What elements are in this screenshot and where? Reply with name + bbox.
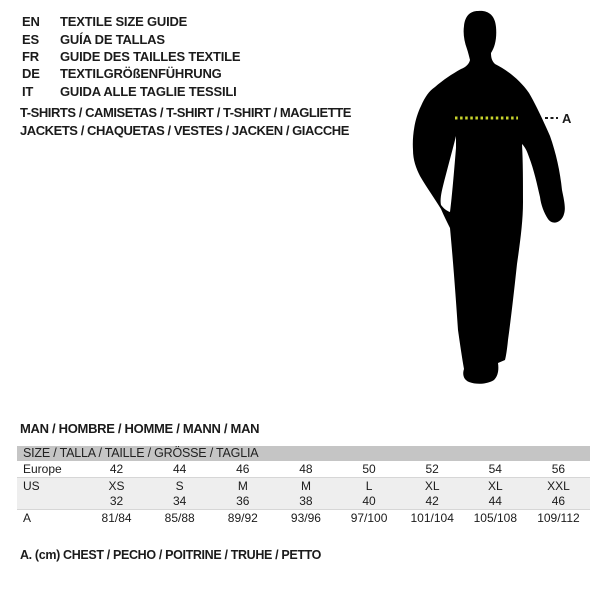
- language-code: FR: [22, 48, 39, 64]
- table-cell: XS: [108, 479, 125, 493]
- table-cell: XXL: [547, 479, 570, 493]
- table-cell: 105/108: [473, 511, 517, 525]
- row-values: [85, 461, 590, 477]
- table-cell: 42: [109, 462, 124, 476]
- table-cell: XL: [487, 479, 503, 493]
- size-table: [17, 446, 590, 525]
- table-row-us: [17, 477, 590, 493]
- language-code: DE: [22, 66, 40, 82]
- table-cell: 93/96: [290, 511, 321, 525]
- table-cell: 44: [173, 462, 187, 476]
- size-table-header: SIZE / TALLA / TAILLE / GRÖSSE / TAGLIA: [17, 446, 590, 461]
- man-silhouette: [413, 11, 565, 384]
- category-jackets: JACKETS / CHAQUETAS / VESTES / JACKEN / GIACCHE: [20, 122, 349, 138]
- language-label: TEXTILGRÖßENFÜHRUNG: [60, 66, 222, 82]
- language-label: TEXTILE SIZE GUIDE: [60, 14, 188, 30]
- row-label: US: [23, 479, 40, 493]
- table-cell: L: [365, 479, 373, 493]
- category-tshirts: T-SHIRTS / CAMISETAS / T-SHIRT / T-SHIRT / MAGLIETTE: [20, 105, 351, 120]
- table-cell: 40: [362, 494, 376, 508]
- table-row-europe: [17, 461, 590, 477]
- row-values: [85, 493, 590, 509]
- table-cell: M: [300, 479, 311, 493]
- table-cell: 46: [236, 462, 250, 476]
- table-cell: 97/100: [350, 511, 388, 525]
- language-label: GUIDE DES TAILLES TEXTILE: [60, 48, 241, 64]
- table-cell: 48: [299, 462, 313, 476]
- table-cell: 85/88: [164, 511, 195, 525]
- table-cell: S: [175, 479, 184, 493]
- table-cell: 34: [173, 494, 187, 508]
- table-cell: 109/112: [537, 511, 580, 525]
- language-code: IT: [22, 83, 34, 99]
- row-values: [85, 478, 590, 493]
- row-values: [85, 510, 590, 525]
- language-label: GUÍA DE TALLAS: [60, 31, 165, 47]
- language-label: GUIDA ALLE TAGLIE TESSILI: [60, 83, 237, 99]
- table-cell: 54: [488, 462, 502, 476]
- table-cell: 52: [425, 462, 439, 476]
- table-cell: 56: [551, 462, 566, 476]
- table-row-chest-a: [17, 509, 590, 525]
- table-cell: 89/92: [227, 511, 258, 525]
- table-cell: 42: [425, 494, 439, 508]
- measurement-footnote: A. (cm) CHEST / PECHO / POITRINE / TRUHE / PETTO: [20, 548, 322, 562]
- table-cell: 44: [488, 494, 502, 508]
- row-label: A: [23, 511, 32, 525]
- table-cell: 81/84: [101, 511, 132, 525]
- table-cell: M: [237, 479, 248, 493]
- section-title-man: MAN / HOMBRE / HOMME / MANN / MAN: [20, 421, 260, 436]
- table-cell: 46: [551, 494, 566, 508]
- table-cell: 36: [236, 494, 250, 508]
- table-cell: 101/104: [410, 511, 454, 525]
- table-cell: 38: [299, 494, 313, 508]
- table-cell: 50: [362, 462, 376, 476]
- measure-label-a: A: [562, 111, 572, 126]
- table-cell: 32: [109, 494, 124, 508]
- row-label: [17, 493, 85, 509]
- language-code: EN: [22, 14, 40, 30]
- language-code: ES: [22, 31, 39, 47]
- row-label: Europe: [23, 462, 62, 476]
- table-cell: XL: [424, 479, 440, 493]
- table-row-numeric: [17, 493, 590, 509]
